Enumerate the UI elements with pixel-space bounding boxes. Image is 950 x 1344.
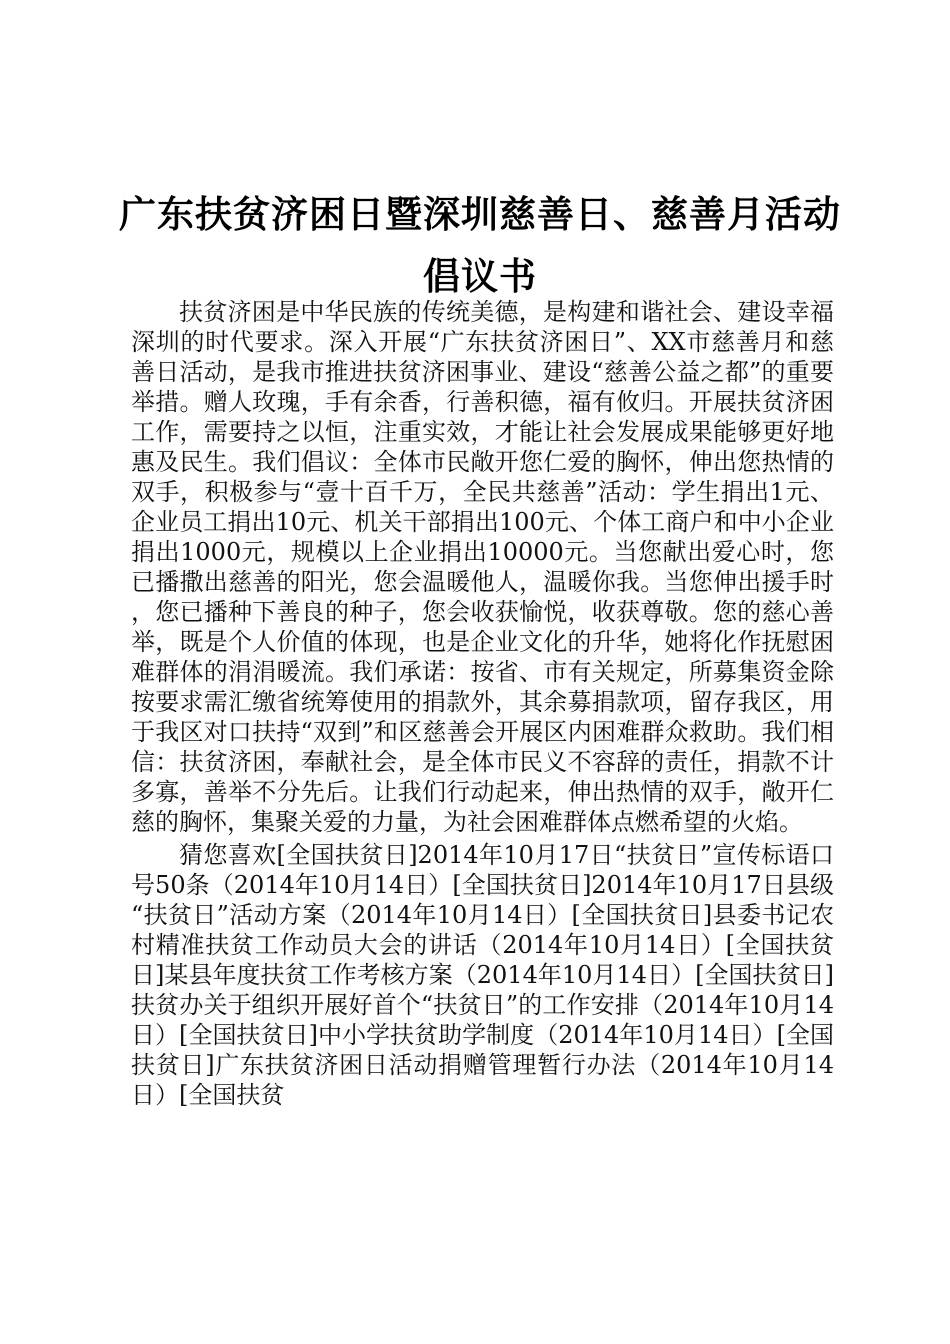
- body-paragraph-related-links: 猜您喜欢[全国扶贫日]2014年10月17日“扶贫日”宣传标语口号50条（2014年10月14日）[全国扶贫日]2014年10月17日县级“扶贫日”活动方案（2014年10月14日）[全国扶贫日]县委书记农村精准扶贫工作动员大会的讲话（2014年10月14日）[全国扶贫日]某县年度扶贫工作考核方案（2014年10月14日）[全国扶贫日]扶贫办关于组织开展好首个“扶贫日”的工作安排（2014年10月14日）[全国扶贫日]中小学扶贫助学制度（2014年10月14日）[全国扶贫日]广东扶贫济困日活动捐赠管理暂行办法（2014年10月14日）[全国扶贫: [131, 841, 834, 1109]
- body-paragraph-initiative: 扶贫济困是中华民族的传统美德，是构建和谐社会、建设幸福深圳的时代要求。深入开展“广东扶贫济困日”、XX市慈善月和慈善日活动，是我市推进扶贫济困事业、建设“慈善公益之都”的重要举措。赠人玫瑰，手有余香，行善积德，福有攸归。开展扶贫济困工作，需要持之以恒，注重实效，才能让社会发展成果能够更好地惠及民生。我们倡议：全体市民敞开您仁爱的胸怀，伸出您热情的双手，积极参与“壹十百千万，全民共慈善”活动：学生捐出1元、企业员工捐出10元、机关干部捐出100元、个体工商户和中小企业捐出1000元，规模以上企业捐出10000元。当您献出爱心时，您已播撒出慈善的阳光，您会温暖他人，温暖你我。当您伸出援手时，您已播种下善良的种子，您会收获愉悦，收获尊敬。您的慈心善举，既是个人价值的体现，也是企业文化的升华，她将化作抚慰困难群体的涓涓暖流。我们承诺：按省、市有关规定，所募集资金除按要求需汇缴省统筹使用的捐款外，其余募捐款项，留存我区，用于我区对口扶持“双到”和区慈善会开展区内困难群众救助。我们相信：扶贫济困，奉献社会，是全体市民义不容辞的责任，捐款不计多寡，善举不分先后。让我们行动起来，伸出热情的双手，敞开仁慈的胸怀，集聚关爱的力量，为社会困难群体点燃希望的火焰。: [131, 298, 834, 836]
- document-title: 广东扶贫济困日暨深圳慈善日、慈善月活动倡议书: [119, 192, 841, 298]
- document-body: [131, 297, 834, 1113]
